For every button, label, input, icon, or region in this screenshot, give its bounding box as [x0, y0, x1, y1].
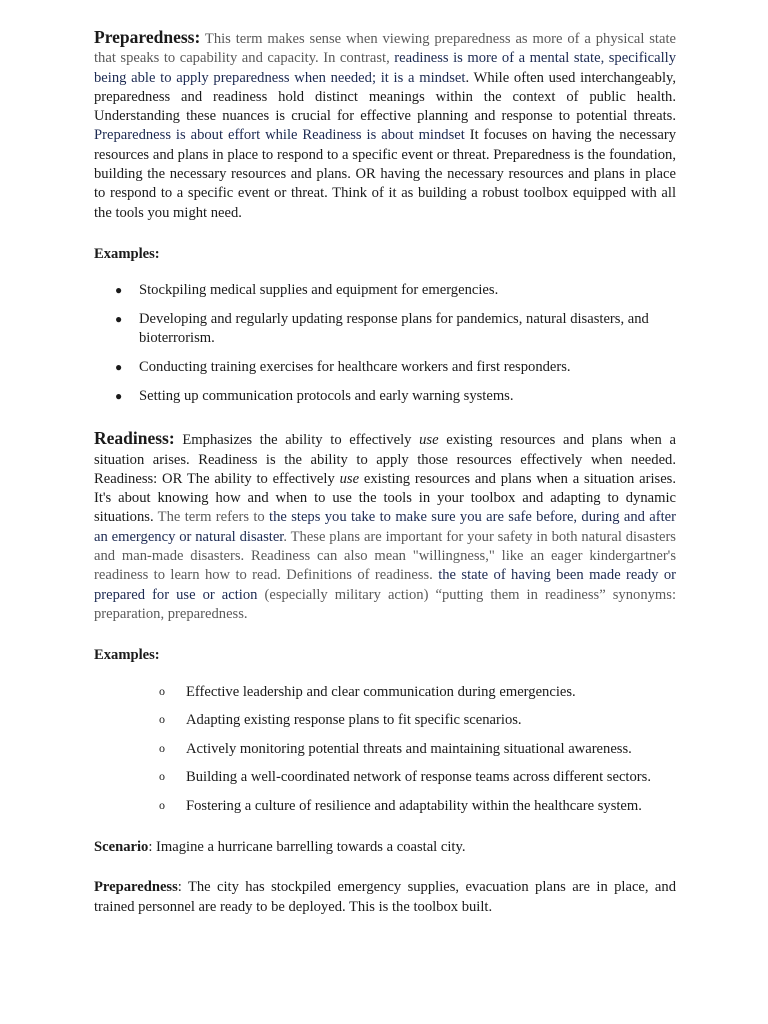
preparedness-examples-list — [94, 281, 676, 406]
readiness-text-2: existing resources and plans when a situation arises. Readiness is the ability to apply those resources effectively when needed. Readiness: OR The ability to effectively — [94, 432, 676, 487]
preparedness-paragraph — [94, 28, 676, 223]
circle-bullet-icon: o — [159, 797, 165, 812]
readiness-examples-list — [94, 683, 676, 817]
readiness-text-3: existing resources and plans when a situation arises. It's about knowing how and when to use the tools in your toolbox and adapting to dynamic situations. — [94, 470, 677, 526]
bullet-icon: ● — [115, 360, 123, 375]
readiness-emphasis-1: use — [419, 432, 439, 449]
scenario-preparedness-label: Preparedness — [94, 879, 178, 896]
document-page — [94, 28, 676, 917]
scenario-paragraph — [94, 838, 676, 857]
bullet-icon: ● — [115, 388, 123, 403]
list-item: o Fostering a culture of resilience and adaptability within the healthcare system. — [159, 797, 642, 814]
readiness-paragraph — [94, 429, 676, 624]
scenario-preparedness-paragraph — [94, 878, 676, 917]
preparedness-examples-heading: Examples: — [94, 245, 160, 262]
preparedness-term: Preparedness: — [94, 27, 201, 47]
preparedness-text-1: This term makes sense when viewing preparedness as more of a physical state that speaks to capability and capacity. In contrast, — [94, 31, 676, 67]
readiness-emphasis-2: use — [339, 470, 360, 487]
readiness-text-5: the steps you take to make sure you are safe before, during and after an emergency or natural disaster — [94, 509, 676, 545]
preparedness-text-3: . While often used interchangeably, preparedness and readiness hold distinct meanings within the context of public health. Understanding these nuances is crucial for effective planning and response to potential threats. — [94, 69, 677, 125]
readiness-text-6: . These plans are important for your safety in both natural disasters and man-made disasters. Readiness can also mean "willingness," like an eager kindergartner's readiness to learn how to read. Definitions of readiness. — [94, 528, 676, 584]
readiness-term: Readiness: — [94, 428, 175, 449]
circle-bullet-icon: o — [159, 769, 165, 784]
bullet-icon: ● — [115, 312, 123, 327]
list-item: ● Developing and regularly updating response plans for pandemics, natural disasters, and bioterrorism. — [115, 311, 649, 347]
preparedness-text-4: Preparedness is about effort while Readiness is about mindset — [94, 127, 465, 144]
list-item: o Actively monitoring potential threats and maintaining situational awareness. — [159, 740, 632, 757]
bullet-icon: ● — [115, 283, 123, 298]
readiness-text-7: the state of having been made ready or prepared for use or action — [94, 567, 676, 603]
list-item: ● Conducting training exercises for healthcare workers and first responders. — [94, 358, 676, 377]
list-item: ● Setting up communication protocols and early warning systems. — [94, 387, 676, 406]
readiness-text-4: The term refers to — [157, 509, 270, 526]
list-item: o Adapting existing response plans to fit specific scenarios. — [159, 712, 522, 729]
readiness-text-8: (especially military action) “putting them in readiness” synonyms: preparation, preparedness. — [94, 586, 676, 622]
preparedness-text-2: readiness is more of a mental state, specifically being able to apply preparedness when needed; it is a mindset — [94, 50, 677, 86]
circle-bullet-icon: o — [159, 740, 165, 755]
list-item: ● Stockpiling medical supplies and equipment for emergencies. — [94, 281, 676, 300]
scenario-text: : Imagine a hurricane barrelling towards a coastal city. — [148, 839, 466, 856]
list-item: o Building a well-coordinated network of response teams across different sectors. — [159, 769, 651, 786]
readiness-text-1: Emphasizes the ability to effectively — [174, 432, 420, 449]
preparedness-text-5: It focuses on having the necessary resources and plans in place to respond to a specific event or threat. Preparedness is the foundation, building the necessary resources and plans. OR having the necessary resources and plans in place to respond to a specific event or threat. Think of it as building a robust toolbox equipped with all the tools you might need. — [94, 127, 676, 221]
scenario-label: Scenario — [94, 839, 149, 856]
readiness-examples-heading: Examples: — [94, 647, 160, 664]
circle-bullet-icon: o — [159, 683, 165, 698]
scenario-preparedness-text: : The city has stockpiled emergency supplies, evacuation plans are in place, and trained personnel are ready to be deployed. This is the toolbox built. — [94, 879, 676, 915]
circle-bullet-icon: o — [159, 712, 165, 727]
list-item: o Effective leadership and clear communication during emergencies. — [159, 683, 576, 700]
